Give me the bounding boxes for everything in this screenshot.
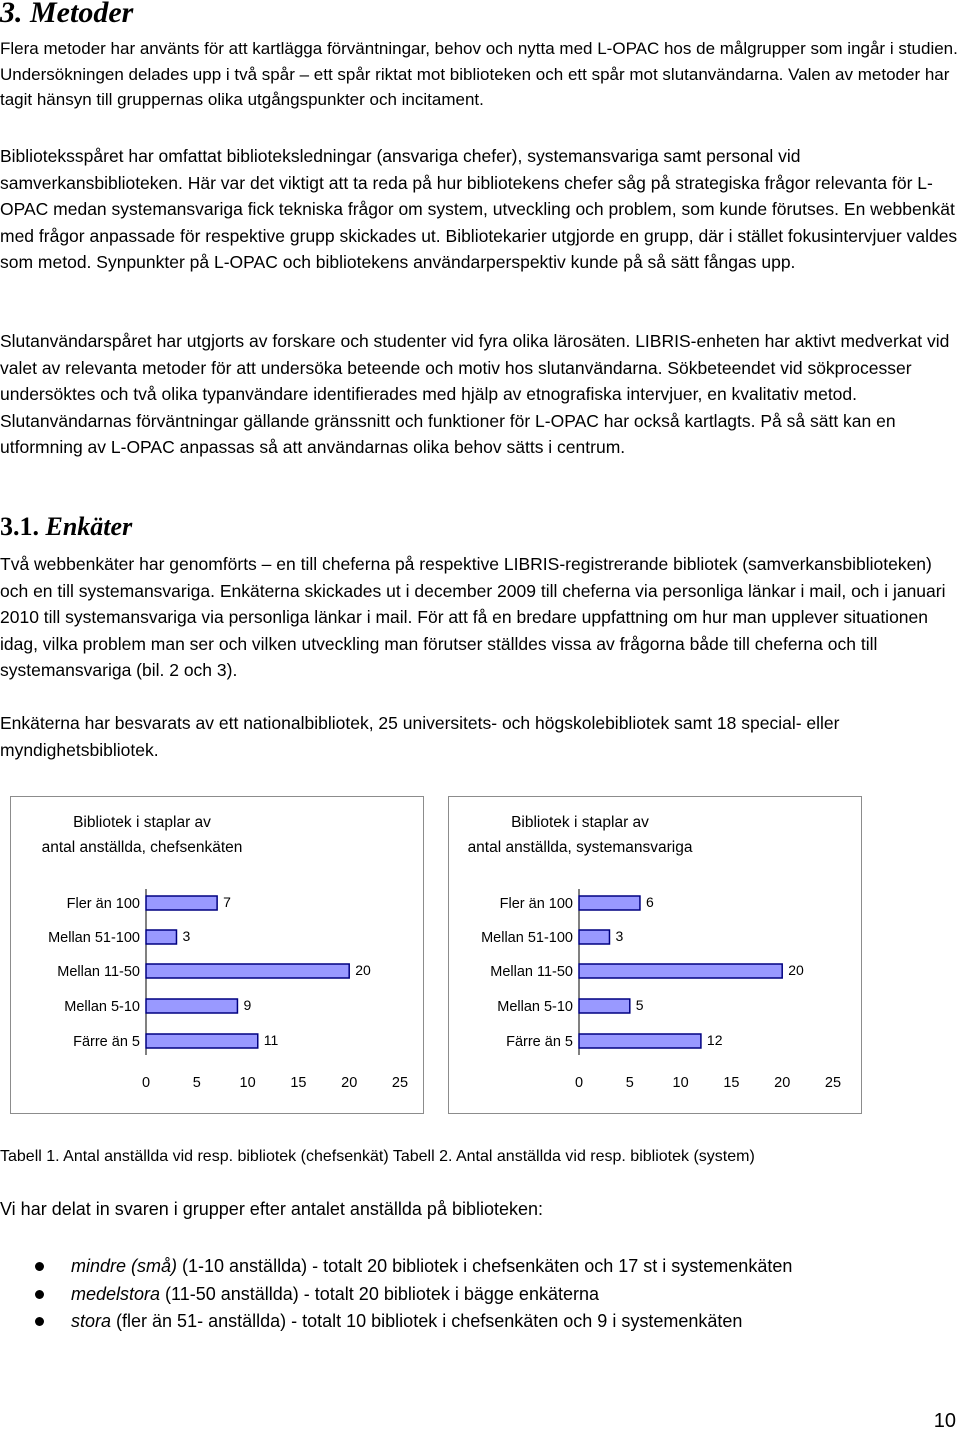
category-label: Mellan 51-100 <box>481 930 573 946</box>
group-description: (fler än 51- anställda) - totalt 10 bibliotek i chefsenkäten och 9 i systemenkäten <box>111 1311 743 1331</box>
list-item <box>0 1281 792 1309</box>
x-tick-label: 10 <box>672 1075 689 1091</box>
category-label: Fler än 100 <box>499 896 573 912</box>
bar <box>579 999 630 1013</box>
enduser-track-paragraph: Slutanvändarspåret har utgjorts av forskare och studenter vid fyra olika lärosäten. LIBRIS-enheten har aktivt medverkat vid valet av relevanta metoder för att undersöka beteende och motiv hos slutanvändarna. Sökbeteendet vid sökprocesser undersöktes och två olika typanvändare identifierades med hjälp av etnografiska intervjuer, en kvalitativ metod. Slutanvändarnas förväntningar gällande gränssnitt och funktioner för L-OPAC har också kartlagts. På så sätt kan en utformning av L-OPAC anpassas så att användarnas olika behov sätts i centrum. <box>0 331 950 457</box>
library-track-paragraph: Biblioteksspåret har omfattat biblioteksledningar (ansvariga chefer), systemansvariga samt personal vid samverkansbiblioteken. Här var det viktigt att ta reda på hur bibliotekens chefer såg på strategiska frågor relevanta för L-OPAC medan systemansvariga fick tekniska frågor om system, utveckling och problem, som kunde förutses. En webbenkät med frågor anpassade för respektive grupp skickades ut. Bibliotekarier utgjorde en grupp, där i stället fokusintervjuer valdes som metod. Synpunkter på L-OPAC och bibliotekens användarperspektiv kunde på så sätt fångas upp. <box>0 146 958 272</box>
data-label: 11 <box>263 1032 279 1048</box>
page-number: 10 <box>933 1410 956 1432</box>
bullet-icon <box>35 1290 44 1299</box>
bar <box>579 930 609 944</box>
x-tick-label: 10 <box>239 1075 256 1091</box>
x-tick-label: 25 <box>391 1075 409 1091</box>
data-label: 5 <box>635 997 644 1013</box>
section-heading: 3. Metoder <box>0 0 134 29</box>
bar <box>579 896 640 910</box>
x-tick-label: 5 <box>192 1075 201 1091</box>
category-label: Mellan 5-10 <box>497 999 573 1015</box>
category-label: Mellan 5-10 <box>64 999 140 1015</box>
data-label: 12 <box>706 1032 723 1048</box>
category-label: Färre än 5 <box>73 1034 140 1050</box>
data-label: 3 <box>615 928 624 944</box>
category-label: Mellan 11-50 <box>490 964 573 980</box>
x-tick-label: 20 <box>341 1075 358 1091</box>
table-caption: Tabell 1. Antal anställda vid resp. bibliotek (chefsenkät) Tabell 2. Antal anställda vid resp. bibliotek (system) <box>0 1148 755 1165</box>
data-label: 20 <box>355 962 371 978</box>
group-term: mindre (små) <box>71 1256 178 1276</box>
bar <box>146 964 349 978</box>
category-label: Fler än 100 <box>66 896 140 912</box>
list-item <box>0 1253 792 1281</box>
survey-paragraph: Två webbenkäter har genomförts – en till cheferna på respektive LIBRIS-registrerande bibliotek (samverkansbiblioteken) och en till systemansvariga. Enkäterna skickades ut i december 2009 till cheferna via personliga länkar i mail, och i januari 2010 till systemansvariga via personliga länkar i mail. För att få en bredare uppfattning om hur man upplever situationen idag, vilka problem man ser och vilken utveckling man förutser ställdes vissa av frågorna både till cheferna och till systemansvariga (bil. 2 och 3). <box>0 554 946 680</box>
subsection-heading <box>0 512 132 542</box>
subsection-number: 3.1. <box>0 512 39 541</box>
x-tick-label: 15 <box>723 1075 740 1091</box>
data-label: 9 <box>243 997 252 1013</box>
category-label: Färre än 5 <box>506 1034 573 1050</box>
grouping-lead: Vi har delat in svaren i grupper efter antalet anställda på biblioteken: <box>0 1199 544 1219</box>
chart-system-svg <box>449 797 861 1113</box>
chart-chefsenkat-svg <box>11 797 423 1113</box>
bar <box>579 964 782 978</box>
bar <box>579 1034 701 1048</box>
category-label: Mellan 51-100 <box>48 930 140 946</box>
x-tick-label: 0 <box>574 1075 584 1091</box>
bullet-icon <box>35 1317 44 1326</box>
data-label: 20 <box>788 962 804 978</box>
grouping-list <box>0 1253 792 1336</box>
group-description: (1-10 anställda) - totalt 20 bibliotek i chefsenkäten och 17 st i systemenkäten <box>177 1256 793 1276</box>
x-tick-label: 25 <box>824 1075 842 1091</box>
data-label: 3 <box>182 928 191 944</box>
group-term: stora <box>71 1311 112 1331</box>
group-description: (11-50 anställda) - totalt 20 bibliotek i bägge enkäterna <box>160 1283 599 1304</box>
chart-chefsenkat <box>10 796 424 1114</box>
chart-system <box>448 796 862 1114</box>
x-tick-label: 0 <box>141 1075 151 1091</box>
intro-paragraph: Flera metoder har använts för att kartlägga förväntningar, behov och nytta med L-OPAC hos de målgrupper som ingår i studien. Undersökningen delades upp i två spår – ett spår riktat mot biblioteken och ett spår mot slutanvändarna. Valen av metoder har tagit hänsyn till gruppernas olika utgångspunkter och incitament. <box>0 39 958 109</box>
category-label: Mellan 11-50 <box>57 964 140 980</box>
x-tick-label: 5 <box>625 1075 634 1091</box>
chart-title-line: antal anställda, chefsenkäten <box>41 839 243 856</box>
chart-title-line: Bibliotek i staplar av <box>511 814 649 831</box>
responses-paragraph: Enkäterna har besvarats av ett nationalbibliotek, 25 universitets- och högskolebibliotek samt 18 special- eller myndighetsbibliotek. <box>0 713 840 760</box>
bar <box>146 999 237 1013</box>
bar <box>146 930 176 944</box>
subsection-title: Enkäter <box>45 512 133 541</box>
chart-title-line: antal anställda, systemansvariga <box>467 839 693 856</box>
chart-title-line: Bibliotek i staplar av <box>73 814 211 831</box>
bullet-icon <box>35 1262 44 1271</box>
data-label: 7 <box>223 894 231 910</box>
bar <box>146 1034 258 1048</box>
list-item <box>0 1308 792 1336</box>
bar <box>146 896 217 910</box>
x-tick-label: 15 <box>290 1075 307 1091</box>
data-label: 6 <box>645 894 654 910</box>
x-tick-label: 20 <box>774 1075 791 1091</box>
group-term: medelstora <box>71 1283 161 1304</box>
